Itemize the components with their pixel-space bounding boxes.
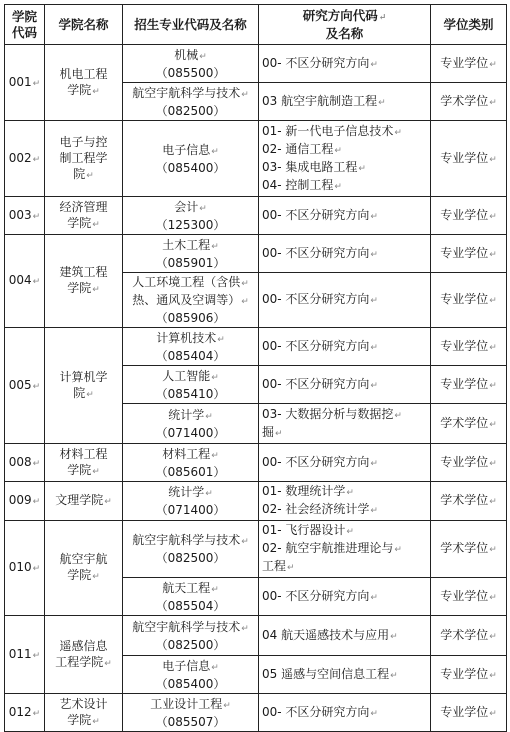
cell-line: 学院 ↵ — [48, 567, 119, 585]
cell-line: 材料工程 ↵ — [126, 446, 255, 464]
programs-table — [4, 4, 507, 732]
cell-line: 航空宇航科学与技术 ↵ — [126, 619, 255, 637]
cell-line: 人工环境工程（含供 ↵ — [126, 274, 255, 292]
college-code: 001 ↵ — [9, 75, 40, 89]
table-row — [5, 482, 507, 521]
cell-line: 05 遥感与空间信息工程 ↵ — [262, 666, 427, 684]
table-row — [5, 694, 507, 732]
college-name-cell — [45, 197, 123, 235]
college-name-cell — [45, 328, 123, 444]
cell-line: 电子信息 ↵ — [126, 658, 255, 676]
table-row — [5, 235, 507, 273]
degree-cell — [431, 121, 507, 197]
cell-line: 03- 集成电路工程 ↵ — [262, 159, 427, 177]
degree-type: 学术学位 ↵ — [440, 541, 497, 555]
cell-line: 学院 ↵ — [48, 712, 119, 730]
direction-cell — [259, 578, 431, 616]
college-name-cell — [45, 616, 123, 694]
degree-type: 专业学位 ↵ — [440, 208, 497, 222]
direction-cell — [259, 404, 431, 444]
college-code-header: 学院 代码 — [5, 5, 45, 45]
direction-cell — [259, 273, 431, 328]
cell-line: 航天工程 ↵ — [126, 580, 255, 598]
table-row — [5, 444, 507, 482]
college-code-cell — [5, 328, 45, 444]
degree-type: 专业学位 ↵ — [440, 667, 497, 681]
cell-line: 热、通风及空调等） ↵ — [126, 292, 255, 310]
college-name-header: 学院名称 — [45, 5, 123, 45]
major-cell — [123, 521, 259, 578]
cell-line: 04 航天遥感技术与应用 ↵ — [262, 627, 427, 645]
college-name-cell — [45, 45, 123, 121]
direction-cell — [259, 197, 431, 235]
cell-line: 艺术设计 — [59, 696, 108, 711]
cell-line: 00- 不区分研究方向 ↵ — [262, 704, 427, 722]
college-code-cell — [5, 235, 45, 328]
cell-line: （085601） — [155, 464, 226, 479]
cell-line: （085504） — [155, 598, 226, 613]
major-cell — [123, 694, 259, 732]
cell-line: 航空宇航科学与技术 ↵ — [126, 532, 255, 550]
college-name-cell — [45, 482, 123, 521]
direction-cell — [259, 444, 431, 482]
major-cell — [123, 404, 259, 444]
cell-line: 00- 不区分研究方向 ↵ — [262, 376, 427, 394]
cell-line: 统计学 ↵ — [126, 407, 255, 425]
cell-line: 工业设计工程 ↵ — [126, 696, 255, 714]
major-cell — [123, 121, 259, 197]
cell-line: （085410） — [155, 386, 226, 401]
cell-line: （085906） — [155, 311, 226, 325]
cell-line: 人工智能 ↵ — [126, 368, 255, 386]
cell-line: 遥感信息 — [59, 638, 108, 653]
degree-header: 学位类别 — [431, 5, 507, 45]
cell-line: 计算机学 — [59, 369, 108, 384]
cell-line: 航空宇航 — [59, 552, 108, 566]
college-code: 009 ↵ — [9, 493, 40, 507]
cell-line: 01- 飞行器设计 ↵ — [262, 522, 427, 540]
degree-cell — [431, 273, 507, 328]
college-code-cell — [5, 694, 45, 732]
degree-cell — [431, 328, 507, 366]
major-cell — [123, 328, 259, 366]
table-body — [5, 45, 507, 732]
direction-cell — [259, 45, 431, 83]
college-code: 003 ↵ — [9, 208, 40, 222]
cell-line: 00- 不区分研究方向 ↵ — [262, 207, 427, 225]
major-header: 招生专业代码及名称 — [123, 5, 259, 45]
major-cell — [123, 366, 259, 404]
direction-cell — [259, 482, 431, 521]
header-row — [5, 5, 507, 45]
degree-type: 专业学位 ↵ — [440, 339, 497, 353]
cell-line: 电子信息 ↵ — [126, 142, 255, 160]
cell-line: 航空宇航科学与技术 ↵ — [126, 85, 255, 103]
cell-line: 00- 不区分研究方向 ↵ — [262, 338, 427, 356]
cell-line: 学院 ↵ — [48, 215, 119, 233]
direction-cell — [259, 235, 431, 273]
table-row — [5, 521, 507, 578]
direction-cell — [259, 366, 431, 404]
degree-type: 专业学位 ↵ — [440, 455, 497, 469]
cell-line: 文理学院 ↵ — [48, 492, 119, 510]
degree-cell — [431, 482, 507, 521]
direction-header: 研究方向代码 ↵ 及名称 — [259, 5, 431, 45]
major-cell — [123, 197, 259, 235]
college-name-cell — [45, 235, 123, 328]
degree-type: 专业学位 ↵ — [440, 589, 497, 603]
cell-line: 04- 控制工程 ↵ — [262, 177, 427, 195]
cell-line: 经济管理 — [59, 199, 108, 214]
direction-cell — [259, 656, 431, 694]
college-code: 008 ↵ — [9, 455, 40, 469]
degree-cell — [431, 616, 507, 656]
college-code-cell — [5, 616, 45, 694]
cell-line: 03- 大数据分析与数据挖 ↵ — [262, 406, 427, 424]
cell-line: （085500） — [155, 65, 226, 80]
degree-type: 学术学位 ↵ — [440, 94, 497, 108]
cell-line: 学院 ↵ — [48, 462, 119, 480]
major-cell — [123, 656, 259, 694]
degree-cell — [431, 521, 507, 578]
cell-line: 会计 ↵ — [126, 199, 255, 217]
degree-type: 专业学位 ↵ — [440, 56, 497, 70]
cell-line: （085901） — [155, 255, 226, 270]
cell-line: （071400） — [155, 425, 226, 440]
cell-line: 00- 不区分研究方向 ↵ — [262, 588, 427, 606]
cell-line: 02- 通信工程 ↵ — [262, 141, 427, 159]
degree-cell — [431, 656, 507, 694]
cell-line: 00- 不区分研究方向 ↵ — [262, 55, 427, 73]
table-row — [5, 45, 507, 83]
cell-line: 电子与控 — [59, 134, 108, 149]
cell-line: 02- 航空宇航推进理论与 ↵ — [262, 540, 427, 558]
direction-cell — [259, 521, 431, 578]
major-cell — [123, 273, 259, 328]
cell-line: （085404） — [155, 348, 226, 363]
cell-line: （085507） — [155, 714, 226, 729]
cell-line: 00- 不区分研究方向 ↵ — [262, 245, 427, 263]
degree-type: 专业学位 ↵ — [440, 705, 497, 719]
cell-line: 学院 ↵ — [48, 82, 119, 100]
cell-line: 掘 ↵ — [262, 424, 427, 442]
college-code-cell — [5, 45, 45, 121]
major-cell — [123, 444, 259, 482]
cell-line: 工程学院 ↵ — [48, 654, 119, 672]
direction-cell — [259, 328, 431, 366]
cell-line: 工程 ↵ — [262, 558, 427, 576]
college-code: 004 ↵ — [9, 273, 40, 287]
direction-cell — [259, 83, 431, 121]
college-code-cell — [5, 121, 45, 197]
direction-cell — [259, 694, 431, 732]
college-code-cell — [5, 482, 45, 521]
cell-line: 学院 ↵ — [48, 280, 119, 298]
college-code: 010 ↵ — [9, 560, 40, 574]
major-cell — [123, 616, 259, 656]
degree-type: 学术学位 ↵ — [440, 493, 497, 507]
degree-cell — [431, 366, 507, 404]
major-cell — [123, 83, 259, 121]
cell-line: 计算机技术 ↵ — [126, 330, 255, 348]
cell-line: 机电工程 — [59, 66, 108, 81]
college-name-cell — [45, 694, 123, 732]
degree-type: 专业学位 ↵ — [440, 292, 497, 306]
college-code-cell — [5, 197, 45, 235]
college-code-cell — [5, 521, 45, 616]
cell-line: 制工程学 — [59, 150, 108, 165]
degree-cell — [431, 404, 507, 444]
cell-line: 院 ↵ — [48, 166, 119, 184]
degree-cell — [431, 45, 507, 83]
table-row — [5, 328, 507, 366]
direction-cell — [259, 616, 431, 656]
cell-line: 00- 不区分研究方向 ↵ — [262, 454, 427, 472]
college-code: 012 ↵ — [9, 705, 40, 719]
college-name-cell — [45, 521, 123, 616]
table-row — [5, 197, 507, 235]
degree-type: 专业学位 ↵ — [440, 151, 497, 165]
college-code: 005 ↵ — [9, 378, 40, 392]
cell-line: 院 ↵ — [48, 385, 119, 403]
cell-line: （085400） — [155, 160, 226, 175]
degree-type: 专业学位 ↵ — [440, 377, 497, 391]
cell-line: 01- 数理统计学 ↵ — [262, 483, 427, 501]
cell-line: 机械 ↵ — [126, 47, 255, 65]
degree-cell — [431, 197, 507, 235]
college-name-cell — [45, 121, 123, 197]
cell-line: 03 航空宇航制造工程 ↵ — [262, 93, 427, 111]
degree-type: 学术学位 ↵ — [440, 416, 497, 430]
major-cell — [123, 45, 259, 83]
cell-line: （082500） — [155, 637, 226, 652]
college-name-cell — [45, 444, 123, 482]
degree-cell — [431, 83, 507, 121]
cell-line: 材料工程 — [59, 446, 108, 461]
degree-cell — [431, 235, 507, 273]
cell-line: （071400） — [155, 503, 226, 517]
cell-line: 00- 不区分研究方向 ↵ — [262, 291, 427, 309]
cell-line: 01- 新一代电子信息技术 ↵ — [262, 123, 427, 141]
major-cell — [123, 235, 259, 273]
cell-line: 统计学 ↵ — [126, 484, 255, 502]
degree-cell — [431, 694, 507, 732]
degree-type: 专业学位 ↵ — [440, 246, 497, 260]
cell-line: （082500） — [155, 551, 226, 565]
cell-line: （082500） — [155, 103, 226, 118]
degree-cell — [431, 578, 507, 616]
cell-line: （085400） — [155, 676, 226, 691]
cell-line: 土木工程 ↵ — [126, 237, 255, 255]
cell-line: 02- 社会经济统计学 ↵ — [262, 501, 427, 519]
cell-line: 建筑工程 — [59, 265, 108, 279]
degree-type: 学术学位 ↵ — [440, 628, 497, 642]
college-code-cell — [5, 444, 45, 482]
major-cell — [123, 482, 259, 521]
direction-cell — [259, 121, 431, 197]
cell-line: （125300） — [155, 217, 226, 232]
table-row — [5, 121, 507, 197]
degree-cell — [431, 444, 507, 482]
college-code: 011 ↵ — [9, 647, 40, 661]
major-cell — [123, 578, 259, 616]
table-row — [5, 616, 507, 656]
college-code: 002 ↵ — [9, 151, 40, 165]
